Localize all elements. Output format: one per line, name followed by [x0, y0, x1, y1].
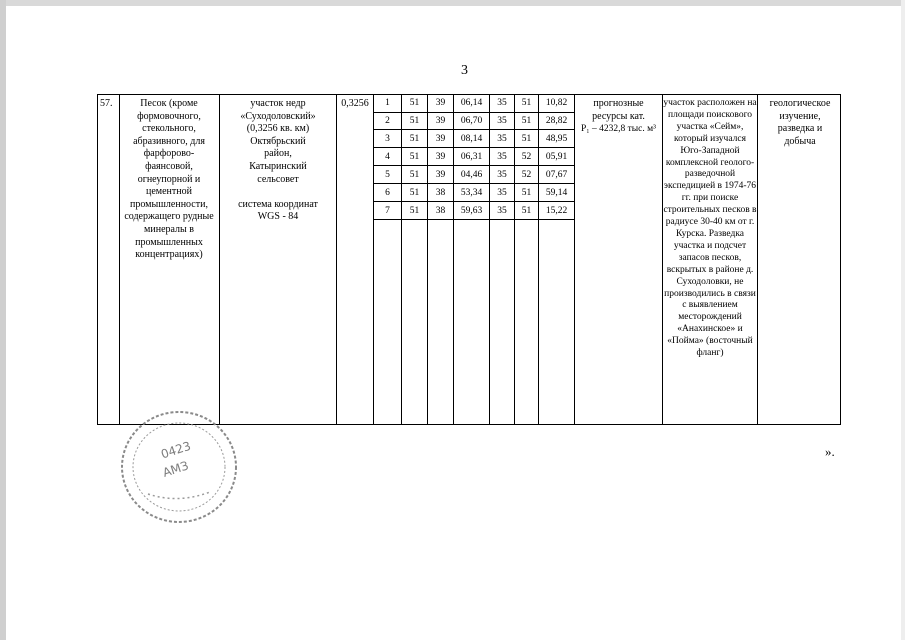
coord-cell: 35: [497, 98, 507, 108]
purpose-line: добыча: [784, 135, 816, 147]
coord-cell: 51: [521, 98, 532, 108]
scan-right-edge: [901, 0, 905, 640]
coord-cell: 51: [521, 206, 532, 216]
coord-cell: 51: [409, 188, 420, 198]
coord-cell: 05,91: [545, 152, 568, 162]
purpose-line: разведка и: [777, 123, 823, 135]
coord-cell: 2: [385, 116, 390, 126]
col-divider: [427, 95, 428, 424]
site-line: WGS - 84: [257, 211, 299, 223]
coord-cell: 51: [521, 116, 532, 126]
resources-line: ресурсы кат.: [592, 110, 645, 122]
coord-cell: 52: [521, 170, 532, 180]
col-divider: [574, 95, 575, 424]
coord-cell: 3: [385, 134, 390, 144]
exploration-history: участок расположен на площади поискового участка «Сейм», который изучался Юго-Западной комплексной геолого-разведочной экспедицией в 1974-76 гг. при поиске строительных песков в радиусе 30-40 км от г. Курска. Разведка участка и подсчет запасов песков, вскрытых в районе д. Суходоловки, не производились в связи с выявлением месторождений «Анахинское» и «Пойма» (восточный фланг): [663, 98, 757, 359]
area-value: 0,3256: [341, 98, 369, 109]
scan-left-edge: [0, 0, 6, 640]
coord-cell: 7: [385, 206, 390, 216]
site-line: (0,3256 кв. км): [246, 123, 310, 135]
purpose-line: изучение,: [779, 110, 821, 122]
coord-cell: 15,22: [545, 206, 568, 216]
seal-stamp-icon: [118, 408, 240, 526]
coord-cell: 51: [409, 152, 420, 162]
coord-cell: 10,82: [545, 98, 568, 108]
col-divider: [514, 95, 515, 424]
coord-cell: 35: [497, 134, 507, 144]
coord-cell: 28,82: [545, 116, 568, 126]
coord-cell: 48,95: [545, 134, 568, 144]
coord-cell: 35: [497, 206, 507, 216]
coord-cell: 04,46: [460, 170, 483, 180]
mineral-description: Песок (кроме формовочного, стекольного, абразивного, для фарфорово-фаянсовой, огнеупорной и цементной промышленности, содержащего рудные минералы в промышленных концентрациях): [124, 98, 214, 261]
coord-cell: 35: [497, 170, 507, 180]
site-line: система координат: [238, 198, 318, 210]
coord-cell: 39: [435, 152, 446, 162]
row-divider: [373, 147, 574, 148]
coord-cell: 59,63: [460, 206, 483, 216]
coord-cell: 52: [521, 152, 532, 162]
closing-quote: ».: [825, 444, 835, 459]
coord-cell: 59,14: [545, 188, 568, 198]
coord-cell: 06,70: [460, 116, 483, 126]
coord-cell: 51: [409, 98, 420, 108]
coord-cell: 6: [385, 188, 390, 198]
coord-cell: 38: [435, 206, 446, 216]
register-table: [97, 94, 841, 425]
row-divider: [373, 201, 574, 202]
coord-cell: 08,14: [460, 134, 483, 144]
coord-cell: 4: [385, 152, 390, 162]
coord-cell: 39: [435, 98, 446, 108]
col-divider: [757, 95, 758, 424]
page-number: 3: [461, 63, 468, 78]
coord-cell: 06,14: [460, 98, 483, 108]
site-line: сельсовет: [257, 173, 299, 185]
resources-estimate: [576, 98, 661, 136]
stamp-text: АМЗ: [160, 458, 191, 480]
purpose-line: геологическое: [769, 98, 831, 109]
usage-purpose: [759, 98, 841, 148]
coord-cell: 51: [521, 188, 532, 198]
col-divider: [453, 95, 454, 424]
coord-cell: 39: [435, 170, 446, 180]
row-divider: [373, 112, 574, 113]
coord-cell: 51: [521, 134, 532, 144]
row-divider: [373, 219, 574, 220]
site-line: Катыринский: [249, 160, 307, 172]
coord-cell: 39: [435, 116, 446, 126]
col-divider: [538, 95, 539, 424]
coord-cell: 53,34: [460, 188, 483, 198]
coord-cell: 1: [385, 98, 390, 108]
coord-cell: 07,67: [545, 170, 568, 180]
scan-top-edge: [0, 0, 905, 6]
site-line: район,: [264, 148, 292, 160]
col-divider: [219, 95, 220, 424]
site-line: участок недр: [250, 98, 306, 109]
coord-cell: 06,31: [460, 152, 483, 162]
coord-cell: 38: [435, 188, 446, 198]
col-divider: [336, 95, 337, 424]
col-divider: [489, 95, 490, 424]
coord-cell: 5: [385, 170, 390, 180]
site-spacer: [222, 186, 334, 199]
coord-cell: 35: [497, 188, 507, 198]
col-divider: [401, 95, 402, 424]
coord-cell: 51: [409, 134, 420, 144]
resources-line: Р₁ – 4232,8 тыс. м³: [581, 124, 656, 135]
row-divider: [373, 183, 574, 184]
coord-cell: 35: [497, 116, 507, 126]
coord-cell: 51: [409, 206, 420, 216]
coord-cell: 51: [409, 116, 420, 126]
col-divider: [373, 95, 374, 424]
entry-index: 57.: [100, 98, 113, 109]
coord-cell: 51: [409, 170, 420, 180]
row-divider: [373, 165, 574, 166]
row-divider: [373, 129, 574, 130]
site-line: Октябрьский: [250, 135, 306, 147]
coord-cell: 35: [497, 152, 507, 162]
site-description: [222, 98, 334, 224]
col-divider: [119, 95, 120, 424]
coord-cell: 39: [435, 134, 446, 144]
site-line: «Суходоловский»: [240, 110, 316, 122]
stamp-text: 0423: [159, 438, 193, 462]
resources-line: прогнозные: [593, 98, 644, 109]
